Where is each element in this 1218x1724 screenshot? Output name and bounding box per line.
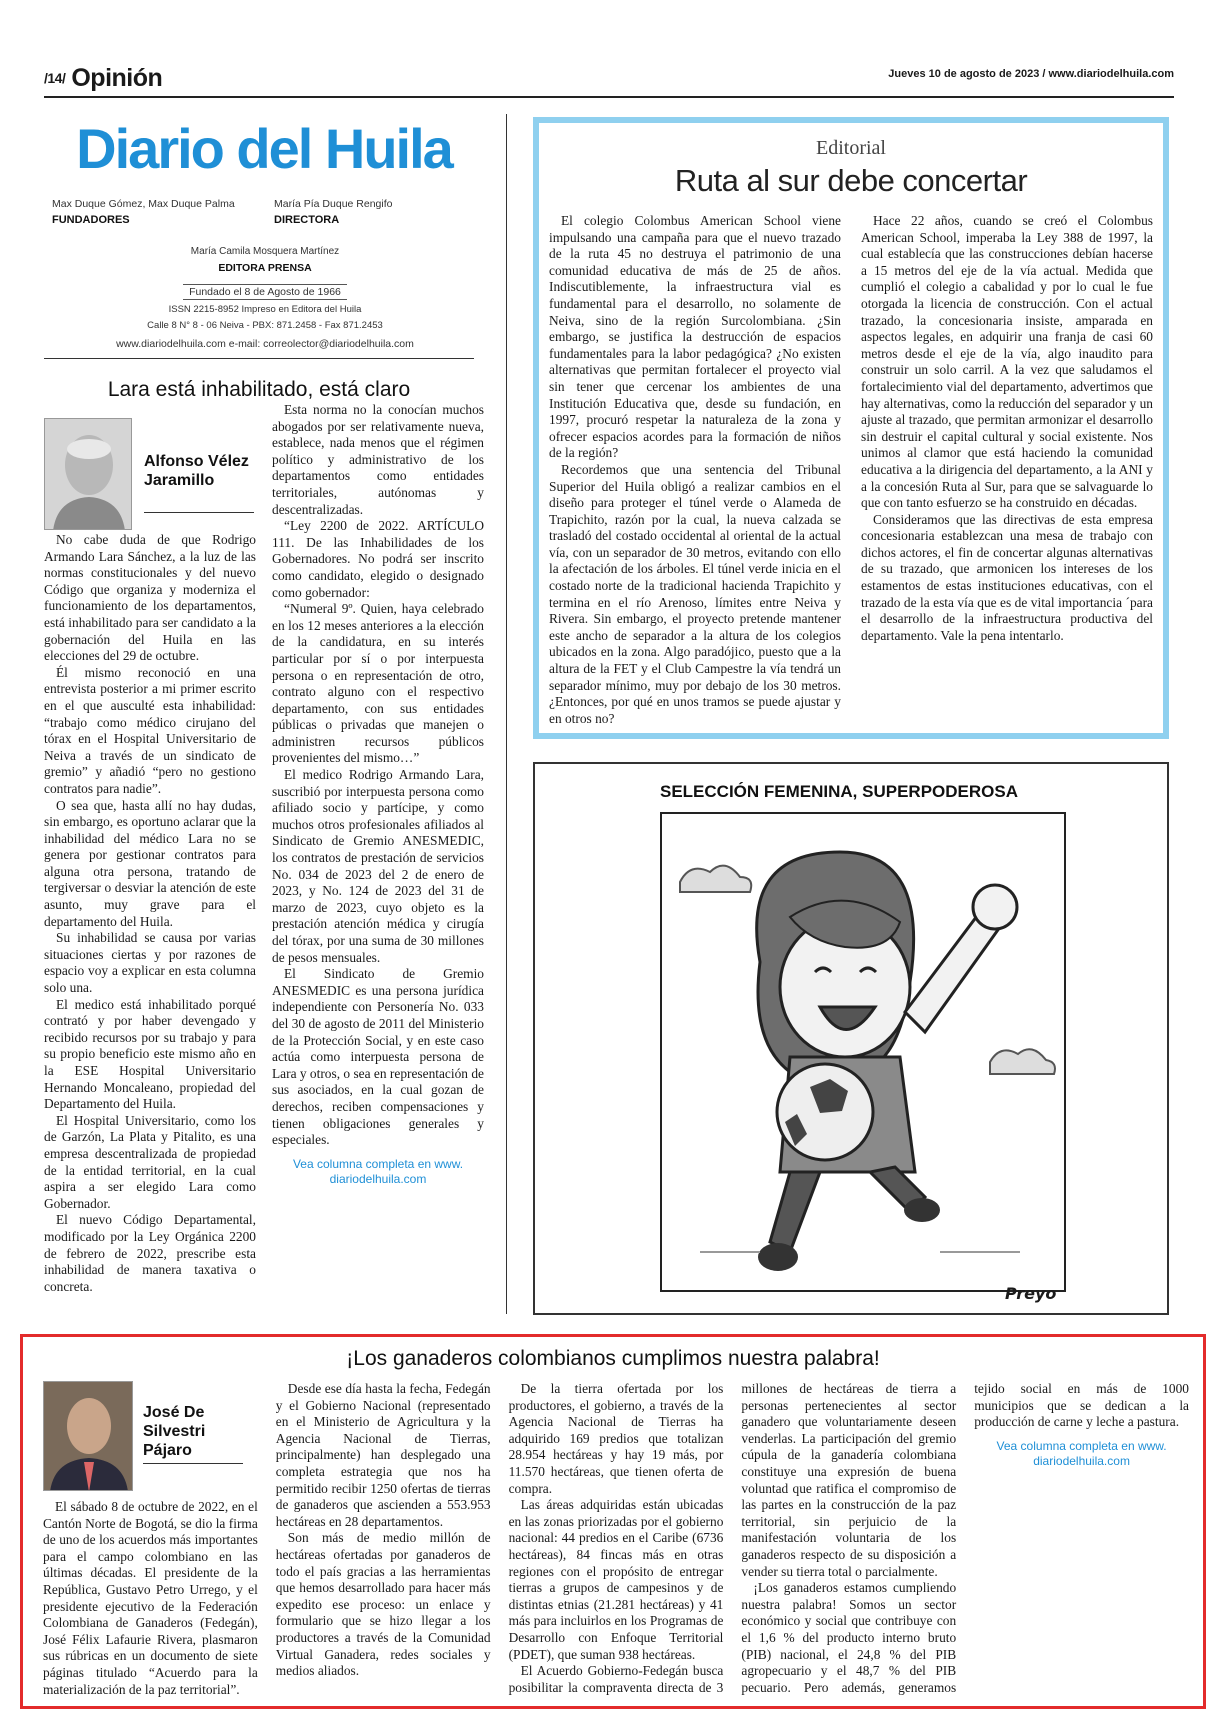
editorial-title: Ruta al sur debe concertar: [674, 163, 1028, 198]
column1-title: Lara está inhabilitado, está claro: [107, 378, 411, 401]
paragraph: Son más de medio millón de hectáreas ofertadas por ganaderos de todo el país gracias a las herramientas que hemos desarrollado para hacer más expedito ese proceso: un enlace y formulario que se hizo llegar a los productores a través de la Comunidad Virtual Ganadera, redes sociales y medios aliados.: [275, 1530, 491, 1679]
editorial-kicker: Editorial: [816, 137, 886, 159]
newspaper-logo: Diario del Huila: [76, 117, 452, 180]
paragraph: Hace 22 años, cuando se creó el Colombus American School, imperaba la Ley 388 de 1997, la cual establecía que las construcciones debían hacerse a 15 metros del eje de la vía actual. Medida que cumplió el colegio a cabalidad y por lo cual le fue otorgada la licencia de construcción. Con el actual trazado, la concesionaria insiste, amparada en aspectos legales, en adquirir una franja de casi 60 metros desde el eje de la vía, algo inaudito para construir un solo carril. A la vez que saludamos el fortalecimiento vial del departamento, advertimos que hay alternativas, como la reducción del separador y un ajuste al trazado, que permitan armonizar el desarrollo sin destruir el capital cultural y social existente. Nos unimos al clamor que está haciendo la comunidad educativa a la dirigencia del departamento, a la ANI y a la concesión Ruta al Sur, para que se salvaguarde lo que con tanto esfuerzo se ha construido en décadas.: [861, 213, 1153, 511]
editor-name: María Camila Mosquera Martínez: [190, 246, 340, 257]
director: [274, 198, 392, 226]
column2-see-more-link[interactable]: Vea columna completa en www. diariodelhuila.com: [996, 1438, 1167, 1468]
paragraph: Desde ese día hasta la fecha, Fedegán y el Gobierno Nacional (representado en el Ministerio de Agricultura y la Agencia Nacional de Tierras, principalmente) han desplegado una completa estrategia que nos ha permitido recibir 1250 ofertas de tierras de ganaderos que ascienden a 553.953 hectáreas en 28 departamentos.: [275, 1381, 491, 1529]
paragraph: Esta norma no la conocían muchos abogados por ser relativamente nueva, establece, nada menos que el régimen político y administrativo de los departamentos como entidades territoriales, autónomas y descentralizadas.: [272, 402, 484, 517]
masthead-rule: [44, 358, 474, 359]
editorial-body: [549, 213, 1153, 729]
founders-role: FUNDADORES: [52, 214, 130, 226]
editorial-box: [533, 117, 1169, 739]
column2-photo-spacer: [43, 1381, 258, 1499]
cartoon-title: SELECCIÓN FEMENINA, SUPERPODEROSA: [660, 782, 1018, 801]
paragraph: El sábado 8 de octubre de 2022, en el Cantón Norte de Bogotá, se dio la firma de uno de los acuerdos más importantes para el campo colombiano en las últimas décadas. El presidente de la República, Gustavo Petro Urrego, y el presidente ejecutivo de la Federación Colombiana de Ganaderos (Fedegán), José Félix Lafaurie Rivera, plasmaron sus rúbricas en un documento de siete páginas titulado “Acuerdo para la materialización de la paz territorial”.: [43, 1499, 258, 1697]
paragraph: Recordemos que una sentencia del Tribunal Superior del Huila obligó a realizar cambios en el diseño para proteger el túnel verde o Alameda de Trapichito, razón por la cual, la nueva calzada se trasladó del costado occidental al oriental de la actual vía, con un separador de 30 metros, evitando con ello la afectación de los árboles. El túnel verde inicia en el costado norte de la tradicional hacienda Trapichito y termina en el río Arenoso, límites entre Neiva y Rivera. Sin embargo, el proyecto pretende mantener este ancho de separador a la altura de los colegios ubicados en la zona. Algo paradójico, puesto que a la altura de la FET y el Club Campestre la vía tendrá un separador mínimo, muy por debajo de los 30 metros. ¿Entonces, por qué en unos tramos se puede ajustar y en otros no?: [549, 461, 841, 726]
paragraph: El Sindicato de Gremio ANESMEDIC es una persona jurídica independiente con Personería No. 033 del 30 de agosto de 2011 del Ministerio de la Protección Social, y en este caso actúa como interpuesta persona de Lara y otros, o sea en representación de sus asociados, en la cual gozan de derechos, reciben compensaciones y tienen obligaciones generales y especiales.: [272, 966, 484, 1148]
column1-photo-spacer: [44, 402, 256, 532]
paragraph: No cabe duda de que Rodrigo Armando Lara Sánchez, a la luz de las normas constitucionales y del nuevo Código que organiza y moderniza el funcionamiento de los departamentos, está inhabilitado para ser candidato a la gobernación del Huila en las elecciones del 29 de octubre.: [44, 532, 256, 664]
director-name: María Pía Duque Rengifo: [274, 198, 393, 210]
column-divider: [506, 114, 507, 1314]
column1-see-more-link[interactable]: Vea columna completa en www. diariodelhuila.com: [292, 1156, 464, 1186]
founders-names: Max Duque Gómez, Max Duque Palma: [52, 198, 235, 210]
page-number: /14/: [44, 70, 66, 86]
paragraph: El medico Rodrigo Armando Lara, suscribió por interpuesta persona como afiliado socio y partícipe, y como muchos otros profesionales afiliados al Sindicato de Gremio ANESMEDIC, los contratos de prestación de servicios No. 034 de 2023 del 2 de enero de 2023, y No. 124 de 2023 del 31 de marzo de 2023, cuyo objeto es la prestación atención médica y cirugía del tórax, por una suma de 30 millones de pesos mensuales.: [272, 767, 484, 965]
column1-body: [44, 402, 484, 1314]
paragraph: De la tierra ofertada por los productores, el gobierno, a través de la Agencia Nacional de Tierras ha adquirido 169 predios que totalizan 28.954 hectáreas y hay 19 más, por 11.570 hectáreas, que tienen oferta de compra.: [508, 1381, 724, 1496]
section-header: [44, 64, 162, 93]
paragraph: “Ley 2200 de 2022. ARTÍCULO 111. De las Inhabilidades de los Gobernadores. No podrá ser inscrito como candidato, elegido o designado como gobernador:: [272, 518, 484, 600]
paragraph: Las áreas adquiridas están ubicadas en las zonas priorizadas por el gobierno nacional: 44 predios en el Caribe (6736 hectáreas), 84 fincas más en otras regiones con el propósito de entregar tierras a grupos de campesinos y de distintas etnias (21.281 hectáreas) y 41 más para incluirlos en los Programas de Desarrollo con Enfoque Territorial (PDET), que suman 938 hectáreas.: [508, 1497, 724, 1662]
issn: ISSN 2215-8952 Impreso en Editora del Huila: [168, 304, 362, 315]
paragraph: Su inhabilidad se causa por varias situaciones ciertas y por razones de espacio voy a explicar en esta columna solo una.: [44, 930, 256, 996]
address: Calle 8 N° 8 - 06 Neiva - PBX: 871.2458 - Fax 871.2453: [147, 320, 383, 331]
paragraph: Consideramos que las directivas de esta empresa concesionaria establezcan una mesa de trabajo con dichos actores, el fin de concertar algunas alternativas de su trazado, que armonicen los intereses de los estamentos de estas instituciones educativas, con el trazado de la esta vía que es de vital importancia ´para el desarrollo de la infraestructura productiva del departamento. Vale la pena intentarlo.: [861, 511, 1153, 643]
editor-role: EDITORA PRENSA: [218, 262, 312, 274]
paragraph: El colegio Colombus American School viene impulsando una campaña para que el nuevo trazado de la ruta 45 no destruya el patrimonio de una comunidad educativa de más de 25 de años. Indiscutiblemente, la infraestructura vial es fundamental para el desarrollo, no solamente de Neiva, sino de la región Surcolombiana. ¿Sin embargo, se justifica la destrucción de espacios fundamentales para la labor pedagógica? ¿No existen alternativas que permitan fortalecer el proyecto vial sin tener que cercenar los ambientes de una Institución Educativa que, desde su fundación, en 1997, procuró respetar la naturaleza de la zona y ofrecer espacios acordes para la formación de niños de la región?: [549, 213, 841, 461]
paragraph: Él mismo reconoció en una entrevista posterior a mi primer escrito en el que ausculté esta inhabilidad: “trabajo como médico cirujano del tórax en el Hospital Universitario de Neiva a través de un sindicato de gremio” y añadió “pero no gestiono contratos para nadie”.: [44, 664, 256, 796]
bottom-article-box: [20, 1334, 1206, 1709]
cartoon-illustration: [660, 812, 1066, 1292]
founded-date: Fundado el 8 de Agosto de 1966: [60, 286, 470, 298]
header-rule: [44, 96, 1174, 98]
paragraph: El medico está inhabilitado porqué contrató y por haber devengado y recibido recursos por su trabajo y para su propio beneficio este mismo año en la ESE Hospital Universitario Hernando Moncaleano, propiedad del Departamento del Huila.: [44, 996, 256, 1112]
paragraph: ¡Los ganaderos estamos cumpliendo nuestra palabra! Somos un sector económico y social que contribuye con el 1,6 % del producto interno bruto (PIB) nacional, el 24,8 % del PIB agropecuario y el 48,7 % del PIB pecuario. Pero además, generamos tejido social en más de 1000 municipios que se dedican a la producción de carne y leche a pastura.: [741, 1381, 1189, 1695]
director-role: DIRECTORA: [274, 214, 340, 226]
section-name: Opinión: [71, 64, 163, 92]
author1-name: Alfonso Vélez Jaramillo: [144, 453, 249, 489]
web-email[interactable]: www.diariodelhuila.com e-mail: correolector@diariodelhuila.com: [116, 338, 414, 350]
paragraph: El Acuerdo Gobierno-Fedegán busca posibilitar la compraventa directa de 3 millones de hectáreas de tierra a personas pertenecientes al sector ganadero que voluntariamente deseen venderlas. La participación del gremio cúpula de la ganadería colombiana constituye una expresión de buena voluntad que ratifica el compromiso de las partes en la construcción de la paz territorial, sin perjuicio de la manifestación voluntaria de los ganaderos respecto de su disposición a vender su tierra total o parcialmente.: [508, 1381, 957, 1695]
column2-body: [43, 1381, 1189, 1701]
cartoonist-signature: Preyo: [1005, 1284, 1057, 1303]
paragraph: El nuevo Código Departamental, modificado por la Ley Orgánica 2200 de febrero de 2022, prescribe esta inhabilidad de manera taxativa o concreta.: [44, 1212, 256, 1294]
column2-title: ¡Los ganaderos colombianos cumplimos nuestra palabra!: [346, 1347, 880, 1370]
paragraph: El Hospital Universitario, como los de Garzón, La Plata y Pitalito, es una empresa descentralizada de propiedad de la entidad territorial, en la cual aspira a ser elegido Lara como Gobernador.: [44, 1112, 256, 1211]
paragraph: O sea que, hasta allí no hay dudas, sin embargo, es oportuno aclarar que la inhabilidad del médico Lara no se genera por gestionar contratos para alguna otra persona, tratando de tergiversar o desviar la atención de este asunto, muy grave para el departamento del Huila.: [44, 797, 256, 929]
author2-name: José De Silvestri Pájaro: [143, 1404, 206, 1459]
founders: [52, 198, 235, 226]
paragraph: “Numeral 9º. Quien, haya celebrado en los 12 meses anteriores a la elección de la candidatura, en su interés particular por sí o por interpuesta persona o en representación de otro, contrato alguno con el respectivo departamento, con sus entidades públicas o privadas que manejen o administren recursos públicos provenientes del mismo…”: [272, 601, 484, 766]
dateline[interactable]: Jueves 10 de agosto de 2023 / www.diariodelhuila.com: [888, 68, 1174, 80]
cartoon-box: [533, 762, 1169, 1315]
